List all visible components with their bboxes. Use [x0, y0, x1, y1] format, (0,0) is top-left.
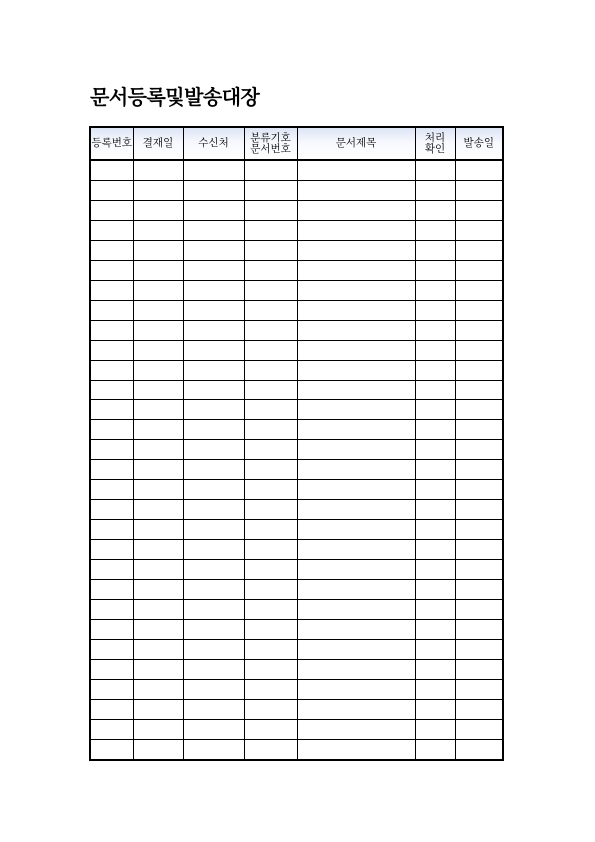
cell-process-check[interactable] [415, 340, 455, 360]
cell-recipient[interactable] [183, 480, 244, 500]
cell-sent-date[interactable] [455, 500, 502, 520]
cell-recipient[interactable] [183, 679, 244, 699]
cell-process-check[interactable] [415, 560, 455, 580]
cell-process-check[interactable] [415, 400, 455, 420]
cell-approval-date[interactable] [133, 540, 183, 560]
cell-process-check[interactable] [415, 739, 455, 759]
cell-sent-date[interactable] [455, 340, 502, 360]
cell-sent-date[interactable] [455, 160, 502, 180]
cell-approval-date[interactable] [133, 599, 183, 619]
cell-doc-subject[interactable] [297, 180, 415, 200]
cell-recipient[interactable] [183, 699, 244, 719]
cell-process-check[interactable] [415, 380, 455, 400]
cell-recipient[interactable] [183, 520, 244, 540]
table-row [91, 659, 502, 679]
cell-approval-date[interactable] [133, 420, 183, 440]
header-sent-date [455, 128, 502, 160]
cell-reg-no[interactable] [91, 400, 133, 420]
cell-approval-date[interactable] [133, 380, 183, 400]
table-row [91, 320, 502, 340]
cell-class-doc-no[interactable] [244, 160, 297, 180]
cell-approval-date[interactable] [133, 260, 183, 280]
cell-approval-date[interactable] [133, 200, 183, 220]
cell-process-check[interactable] [415, 580, 455, 600]
cell-class-doc-no[interactable] [244, 739, 297, 759]
cell-approval-date[interactable] [133, 520, 183, 540]
cell-class-doc-no[interactable] [244, 580, 297, 600]
cell-process-check[interactable] [415, 260, 455, 280]
header-label-line-1: 분류기호 [250, 131, 291, 144]
cell-process-check[interactable] [415, 500, 455, 520]
cell-sent-date[interactable] [455, 280, 502, 300]
cell-reg-no[interactable] [91, 240, 133, 260]
cell-reg-no[interactable] [91, 659, 133, 679]
cell-class-doc-no[interactable] [244, 659, 297, 679]
cell-approval-date[interactable] [133, 679, 183, 699]
cell-approval-date[interactable] [133, 719, 183, 739]
cell-recipient[interactable] [183, 400, 244, 420]
cell-recipient[interactable] [183, 719, 244, 739]
cell-reg-no[interactable] [91, 619, 133, 639]
cell-recipient[interactable] [183, 160, 244, 180]
table-row [91, 580, 502, 600]
header-document-subject [297, 128, 415, 160]
table-row [91, 540, 502, 560]
cell-reg-no[interactable] [91, 500, 133, 520]
cell-approval-date[interactable] [133, 280, 183, 300]
cell-sent-date[interactable] [455, 200, 502, 220]
cell-approval-date[interactable] [133, 360, 183, 380]
cell-process-check[interactable] [415, 440, 455, 460]
cell-doc-subject[interactable] [297, 619, 415, 639]
cell-class-doc-no[interactable] [244, 200, 297, 220]
table-row [91, 460, 502, 480]
cell-class-doc-no[interactable] [244, 599, 297, 619]
cell-reg-no[interactable] [91, 280, 133, 300]
cell-recipient[interactable] [183, 320, 244, 340]
cell-process-check[interactable] [415, 200, 455, 220]
cell-sent-date[interactable] [455, 440, 502, 460]
cell-reg-no[interactable] [91, 560, 133, 580]
cell-sent-date[interactable] [455, 639, 502, 659]
cell-approval-date[interactable] [133, 160, 183, 180]
table-row [91, 699, 502, 719]
cell-class-doc-no[interactable] [244, 619, 297, 639]
cell-approval-date[interactable] [133, 340, 183, 360]
table-row [91, 400, 502, 420]
cell-reg-no[interactable] [91, 160, 133, 180]
cell-sent-date[interactable] [455, 460, 502, 480]
header-classification-document-number [244, 128, 297, 160]
table-row [91, 619, 502, 639]
cell-approval-date[interactable] [133, 400, 183, 420]
cell-reg-no[interactable] [91, 440, 133, 460]
cell-class-doc-no[interactable] [244, 380, 297, 400]
cell-approval-date[interactable] [133, 560, 183, 580]
cell-reg-no[interactable] [91, 420, 133, 440]
table-row [91, 220, 502, 240]
cell-recipient[interactable] [183, 360, 244, 380]
cell-process-check[interactable] [415, 679, 455, 699]
cell-recipient[interactable] [183, 560, 244, 580]
cell-doc-subject[interactable] [297, 160, 415, 180]
cell-process-check[interactable] [415, 540, 455, 560]
cell-sent-date[interactable] [455, 520, 502, 540]
cell-class-doc-no[interactable] [244, 360, 297, 380]
cell-sent-date[interactable] [455, 599, 502, 619]
table-row [91, 739, 502, 759]
table-row [91, 719, 502, 739]
cell-doc-subject[interactable] [297, 320, 415, 340]
cell-process-check[interactable] [415, 300, 455, 320]
cell-doc-subject[interactable] [297, 280, 415, 300]
cell-reg-no[interactable] [91, 320, 133, 340]
cell-doc-subject[interactable] [297, 460, 415, 480]
cell-reg-no[interactable] [91, 699, 133, 719]
cell-sent-date[interactable] [455, 560, 502, 580]
cell-sent-date[interactable] [455, 300, 502, 320]
cell-process-check[interactable] [415, 619, 455, 639]
cell-doc-subject[interactable] [297, 260, 415, 280]
cell-sent-date[interactable] [455, 400, 502, 420]
cell-recipient[interactable] [183, 180, 244, 200]
table-row [91, 639, 502, 659]
cell-reg-no[interactable] [91, 520, 133, 540]
register-table-frame [89, 126, 504, 761]
cell-recipient[interactable] [183, 380, 244, 400]
cell-process-check[interactable] [415, 460, 455, 480]
cell-recipient[interactable] [183, 300, 244, 320]
cell-recipient[interactable] [183, 260, 244, 280]
cell-sent-date[interactable] [455, 540, 502, 560]
cell-doc-subject[interactable] [297, 380, 415, 400]
cell-recipient[interactable] [183, 580, 244, 600]
cell-process-check[interactable] [415, 240, 455, 260]
cell-reg-no[interactable] [91, 200, 133, 220]
cell-class-doc-no[interactable] [244, 699, 297, 719]
cell-approval-date[interactable] [133, 659, 183, 679]
cell-class-doc-no[interactable] [244, 440, 297, 460]
cell-class-doc-no[interactable] [244, 639, 297, 659]
cell-recipient[interactable] [183, 739, 244, 759]
cell-reg-no[interactable] [91, 480, 133, 500]
cell-approval-date[interactable] [133, 440, 183, 460]
cell-process-check[interactable] [415, 160, 455, 180]
cell-doc-subject[interactable] [297, 639, 415, 659]
cell-reg-no[interactable] [91, 380, 133, 400]
cell-sent-date[interactable] [455, 619, 502, 639]
cell-approval-date[interactable] [133, 220, 183, 240]
table-row [91, 160, 502, 180]
cell-doc-subject[interactable] [297, 560, 415, 580]
cell-approval-date[interactable] [133, 480, 183, 500]
cell-reg-no[interactable] [91, 360, 133, 380]
cell-class-doc-no[interactable] [244, 560, 297, 580]
table-row [91, 599, 502, 619]
table-row [91, 200, 502, 220]
cell-reg-no[interactable] [91, 260, 133, 280]
cell-doc-subject[interactable] [297, 739, 415, 759]
cell-doc-subject[interactable] [297, 540, 415, 560]
cell-sent-date[interactable] [455, 480, 502, 500]
header-label-line-2: 확인 [424, 142, 446, 155]
cell-sent-date[interactable] [455, 180, 502, 200]
table-row [91, 380, 502, 400]
cell-doc-subject[interactable] [297, 220, 415, 240]
cell-class-doc-no[interactable] [244, 280, 297, 300]
cell-doc-subject[interactable] [297, 440, 415, 460]
cell-reg-no[interactable] [91, 220, 133, 240]
cell-process-check[interactable] [415, 280, 455, 300]
cell-doc-subject[interactable] [297, 240, 415, 260]
cell-class-doc-no[interactable] [244, 240, 297, 260]
cell-doc-subject[interactable] [297, 200, 415, 220]
cell-doc-subject[interactable] [297, 340, 415, 360]
cell-approval-date[interactable] [133, 739, 183, 759]
cell-recipient[interactable] [183, 420, 244, 440]
cell-process-check[interactable] [415, 320, 455, 340]
cell-process-check[interactable] [415, 639, 455, 659]
header-label: 문서제목 [335, 137, 377, 149]
cell-approval-date[interactable] [133, 639, 183, 659]
cell-sent-date[interactable] [455, 739, 502, 759]
cell-sent-date[interactable] [455, 420, 502, 440]
header-label-line-2: 문서번호 [250, 142, 291, 155]
cell-reg-no[interactable] [91, 599, 133, 619]
cell-class-doc-no[interactable] [244, 480, 297, 500]
cell-sent-date[interactable] [455, 220, 502, 240]
register-table [91, 128, 502, 759]
cell-class-doc-no[interactable] [244, 520, 297, 540]
cell-reg-no[interactable] [91, 180, 133, 200]
cell-doc-subject[interactable] [297, 659, 415, 679]
cell-reg-no[interactable] [91, 340, 133, 360]
cell-process-check[interactable] [415, 520, 455, 540]
header-label: 등록번호 [91, 137, 133, 149]
cell-doc-subject[interactable] [297, 599, 415, 619]
cell-reg-no[interactable] [91, 460, 133, 480]
table-row [91, 480, 502, 500]
header-row [91, 128, 502, 160]
cell-doc-subject[interactable] [297, 420, 415, 440]
cell-class-doc-no[interactable] [244, 220, 297, 240]
table-row [91, 500, 502, 520]
header-approval-date [133, 128, 183, 160]
cell-recipient[interactable] [183, 220, 244, 240]
cell-class-doc-no[interactable] [244, 420, 297, 440]
cell-approval-date[interactable] [133, 699, 183, 719]
cell-recipient[interactable] [183, 540, 244, 560]
cell-recipient[interactable] [183, 440, 244, 460]
cell-process-check[interactable] [415, 180, 455, 200]
header-registration-number [91, 128, 133, 160]
cell-approval-date[interactable] [133, 500, 183, 520]
cell-doc-subject[interactable] [297, 300, 415, 320]
cell-process-check[interactable] [415, 719, 455, 739]
cell-doc-subject[interactable] [297, 360, 415, 380]
table-row [91, 260, 502, 280]
cell-class-doc-no[interactable] [244, 320, 297, 340]
header-recipient [183, 128, 244, 160]
table-row [91, 280, 502, 300]
cell-approval-date[interactable] [133, 580, 183, 600]
table-row [91, 240, 502, 260]
cell-recipient[interactable] [183, 619, 244, 639]
table-row [91, 180, 502, 200]
cell-sent-date[interactable] [455, 360, 502, 380]
cell-class-doc-no[interactable] [244, 500, 297, 520]
cell-doc-subject[interactable] [297, 679, 415, 699]
table-row [91, 420, 502, 440]
cell-process-check[interactable] [415, 599, 455, 619]
cell-sent-date[interactable] [455, 699, 502, 719]
cell-sent-date[interactable] [455, 260, 502, 280]
cell-approval-date[interactable] [133, 180, 183, 200]
cell-approval-date[interactable] [133, 300, 183, 320]
cell-process-check[interactable] [415, 659, 455, 679]
cell-sent-date[interactable] [455, 320, 502, 340]
cell-class-doc-no[interactable] [244, 400, 297, 420]
table-row [91, 560, 502, 580]
table-row [91, 340, 502, 360]
register-body [91, 160, 502, 759]
cell-class-doc-no[interactable] [244, 340, 297, 360]
header-label: 결재일 [142, 137, 174, 149]
cell-recipient[interactable] [183, 200, 244, 220]
cell-sent-date[interactable] [455, 719, 502, 739]
cell-recipient[interactable] [183, 659, 244, 679]
cell-class-doc-no[interactable] [244, 679, 297, 699]
cell-recipient[interactable] [183, 599, 244, 619]
cell-sent-date[interactable] [455, 679, 502, 699]
cell-reg-no[interactable] [91, 679, 133, 699]
cell-recipient[interactable] [183, 500, 244, 520]
cell-recipient[interactable] [183, 280, 244, 300]
table-row [91, 679, 502, 699]
cell-class-doc-no[interactable] [244, 180, 297, 200]
cell-approval-date[interactable] [133, 240, 183, 260]
cell-doc-subject[interactable] [297, 699, 415, 719]
cell-recipient[interactable] [183, 340, 244, 360]
table-row [91, 360, 502, 380]
cell-sent-date[interactable] [455, 580, 502, 600]
header-label: 발송일 [463, 137, 494, 149]
cell-approval-date[interactable] [133, 320, 183, 340]
cell-doc-subject[interactable] [297, 500, 415, 520]
cell-sent-date[interactable] [455, 240, 502, 260]
cell-reg-no[interactable] [91, 580, 133, 600]
cell-reg-no[interactable] [91, 540, 133, 560]
cell-doc-subject[interactable] [297, 480, 415, 500]
header-label: 수신처 [198, 137, 229, 149]
cell-doc-subject[interactable] [297, 400, 415, 420]
cell-doc-subject[interactable] [297, 580, 415, 600]
cell-recipient[interactable] [183, 240, 244, 260]
header-label-line-1: 처리 [424, 131, 446, 144]
table-row [91, 520, 502, 540]
cell-doc-subject[interactable] [297, 520, 415, 540]
cell-sent-date[interactable] [455, 380, 502, 400]
header-process-check [415, 128, 455, 160]
cell-doc-subject[interactable] [297, 719, 415, 739]
cell-class-doc-no[interactable] [244, 260, 297, 280]
table-row [91, 440, 502, 460]
cell-approval-date[interactable] [133, 619, 183, 639]
cell-class-doc-no[interactable] [244, 300, 297, 320]
cell-process-check[interactable] [415, 420, 455, 440]
cell-class-doc-no[interactable] [244, 719, 297, 739]
cell-sent-date[interactable] [455, 659, 502, 679]
cell-approval-date[interactable] [133, 460, 183, 480]
cell-recipient[interactable] [183, 639, 244, 659]
cell-class-doc-no[interactable] [244, 460, 297, 480]
cell-reg-no[interactable] [91, 739, 133, 759]
cell-process-check[interactable] [415, 220, 455, 240]
cell-reg-no[interactable] [91, 719, 133, 739]
cell-reg-no[interactable] [91, 639, 133, 659]
document-title: 문서등록및발송대장 [90, 85, 260, 109]
cell-process-check[interactable] [415, 480, 455, 500]
cell-process-check[interactable] [415, 360, 455, 380]
cell-class-doc-no[interactable] [244, 540, 297, 560]
cell-process-check[interactable] [415, 699, 455, 719]
cell-recipient[interactable] [183, 460, 244, 480]
cell-reg-no[interactable] [91, 300, 133, 320]
table-row [91, 300, 502, 320]
